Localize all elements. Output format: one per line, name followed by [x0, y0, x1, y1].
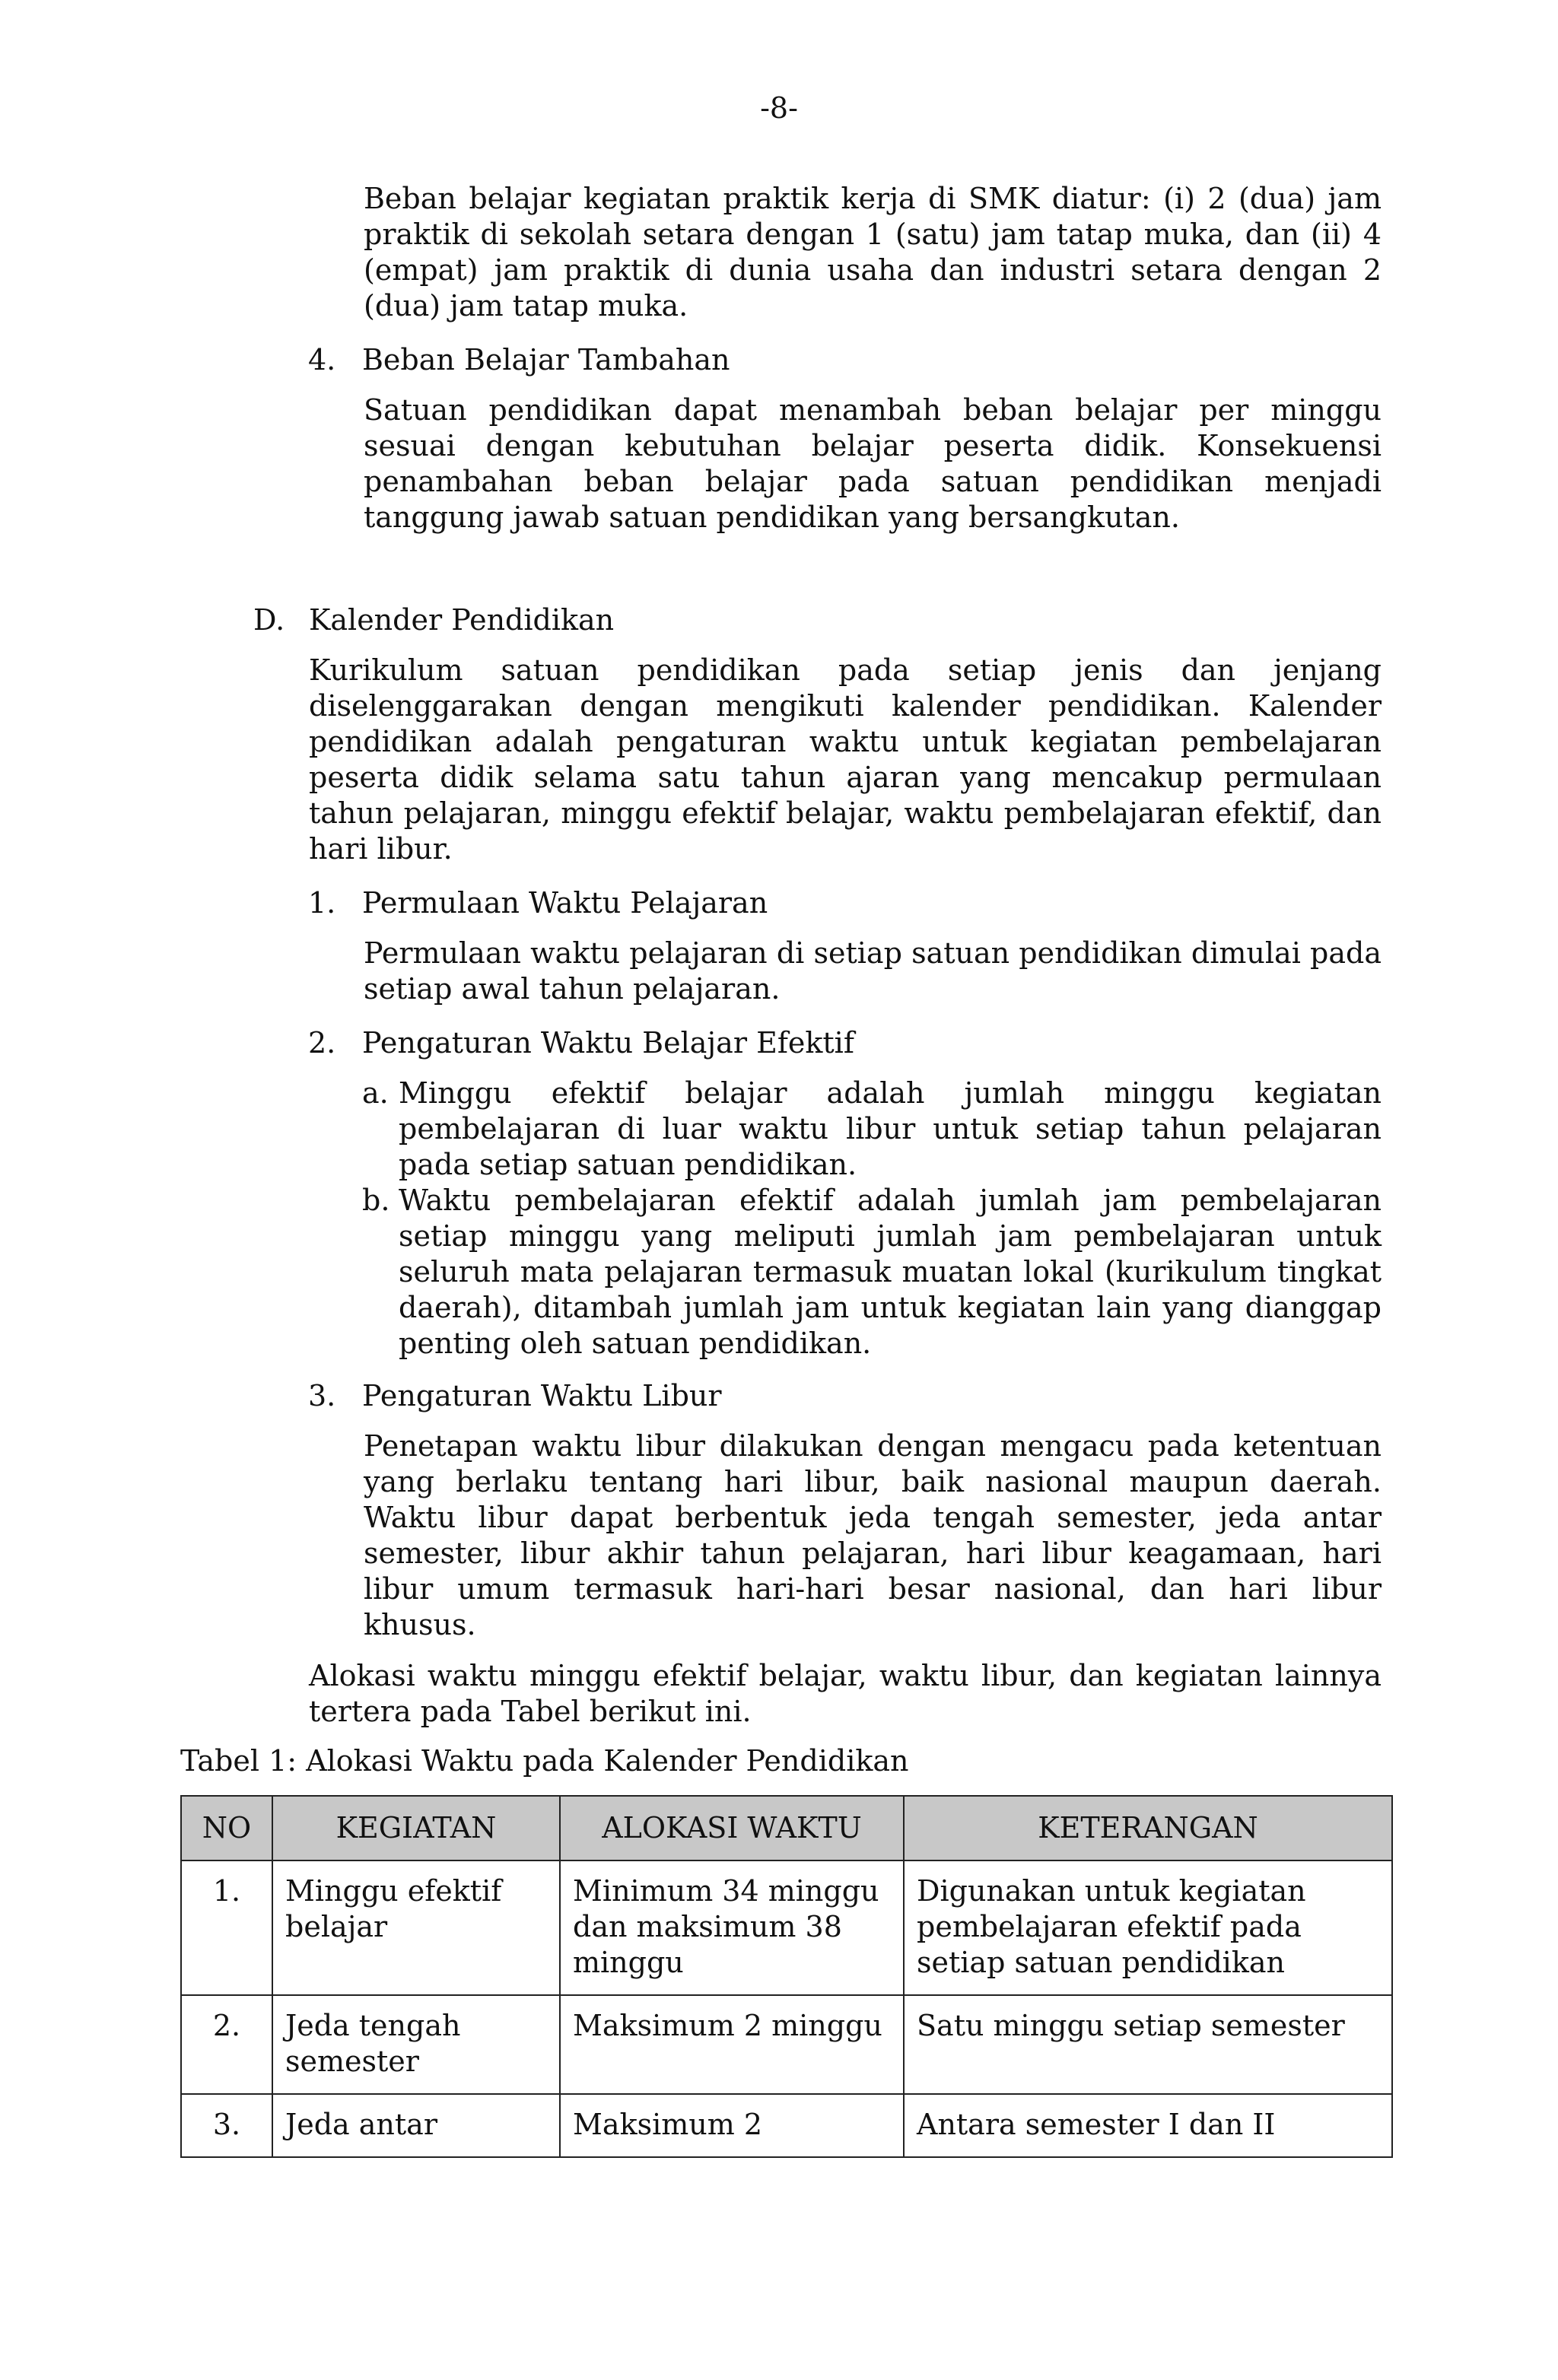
row-alokasi-waktu: Maksimum 2 minggu — [560, 1995, 904, 2094]
row-keterangan: Antara semester I dan II — [904, 2094, 1392, 2157]
item-2-heading: Pengaturan Waktu Belajar Efektif — [362, 1026, 854, 1060]
row-kegiatan: Minggu efektif belajar — [272, 1860, 560, 1995]
item-4-paragraph: Satuan pendidikan dapat menambah beban belajar per minggu sesuai dengan kebutuhan belajar peserta didik. Konsekuensi penambahan beban belajar pada satuan pendidikan menjadi tanggung jawab satuan pendidikan yang bersangkutan. — [364, 393, 1382, 534]
header-alokasi-waktu: ALOKASI WAKTU — [560, 1796, 904, 1860]
item-2b-letter: b. — [362, 1184, 390, 1217]
row-no: 1. — [181, 1860, 272, 1995]
item-1-paragraph: Permulaan waktu pelajaran di setiap satuan pendidikan dimulai pada setiap awal tahun pelajaran. — [364, 936, 1382, 1006]
section-d-paragraph: Kurikulum satuan pendidikan pada setiap jenis dan jenjang diselenggarakan dengan mengikuti kalender pendidikan. Kalender pendidikan adalah pengaturan waktu untuk kegiatan pembelajaran peserta didik selama satu tahun ajaran yang mencakup permulaan tahun pelajaran, minggu efektif belajar, waktu pembelajaran efektif, dan hari libur. — [309, 653, 1382, 866]
item-1-number: 1. — [308, 886, 336, 920]
header-keterangan: KETERANGAN — [904, 1796, 1392, 1860]
item-3-heading: Pengaturan Waktu Libur — [362, 1379, 722, 1412]
table-row — [181, 1995, 1392, 2094]
row-kegiatan: Jeda tengah semester — [272, 1995, 560, 2094]
header-no: NO — [181, 1796, 272, 1860]
allocation-table — [180, 1795, 1393, 2158]
item-2a-letter: a. — [362, 1076, 389, 1110]
row-alokasi-waktu: Minimum 34 minggu dan maksimum 38 minggu — [560, 1860, 904, 1995]
section-d-heading: Kalender Pendidikan — [309, 603, 615, 637]
row-kegiatan: Jeda antar — [272, 2094, 560, 2157]
table-row — [181, 1860, 1392, 1995]
item-3-paragraph: Penetapan waktu libur dilakukan dengan mengacu pada ketentuan yang berlaku tentang hari libur, baik nasional maupun daerah. Waktu libur dapat berbentuk jeda tengah semester, jeda antar semester, libur akhir tahun pelajaran, hari libur keagamaan, hari libur umum termasuk hari-hari besar nasional, dan hari libur khusus. — [364, 1429, 1382, 1641]
row-no: 2. — [181, 1995, 272, 2094]
row-keterangan: Digunakan untuk kegiatan pembelajaran efektif pada setiap satuan pendidikan — [904, 1860, 1392, 1995]
item-1-heading: Permulaan Waktu Pelajaran — [362, 886, 768, 920]
item-4-number: 4. — [308, 343, 336, 377]
header-kegiatan: KEGIATAN — [272, 1796, 560, 1860]
row-no: 3. — [181, 2094, 272, 2157]
section-d-letter: D. — [253, 603, 285, 637]
table-row — [181, 2094, 1392, 2157]
row-alokasi-waktu: Maksimum 2 — [560, 2094, 904, 2157]
row-keterangan: Satu minggu setiap semester — [904, 1995, 1392, 2094]
praktik-kerja-paragraph: Beban belajar kegiatan praktik kerja di SMK diatur: (i) 2 (dua) jam praktik di sekolah setara dengan 1 (satu) jam tatap muka, dan (ii) 4 (empat) jam praktik di dunia usaha dan industri setara dengan 2 (dua) jam tatap muka. — [364, 182, 1382, 323]
table-header-row — [181, 1796, 1392, 1860]
table-caption: Tabel 1: Alokasi Waktu pada Kalender Pendidikan — [180, 1744, 909, 1778]
item-2b-paragraph: Waktu pembelajaran efektif adalah jumlah jam pembelajaran setiap minggu yang meliputi jumlah jam pembelajaran untuk seluruh mata pelajaran termasuk muatan lokal (kurikulum tingkat daerah), ditambah jumlah jam untuk kegiatan lain yang dianggap penting oleh satuan pendidikan. — [399, 1184, 1382, 1360]
item-2a-paragraph: Minggu efektif belajar adalah jumlah minggu kegiatan pembelajaran di luar waktu libur untuk setiap tahun pelajaran pada setiap satuan pendidikan. — [399, 1076, 1382, 1181]
item-4-heading: Beban Belajar Tambahan — [362, 343, 730, 377]
item-3-number: 3. — [308, 1379, 336, 1412]
item-2-number: 2. — [308, 1026, 336, 1060]
table-intro-paragraph: Alokasi waktu minggu efektif belajar, waktu libur, dan kegiatan lainnya tertera pada Tabel berikut ini. — [309, 1659, 1382, 1728]
page-number: -8- — [760, 91, 798, 125]
